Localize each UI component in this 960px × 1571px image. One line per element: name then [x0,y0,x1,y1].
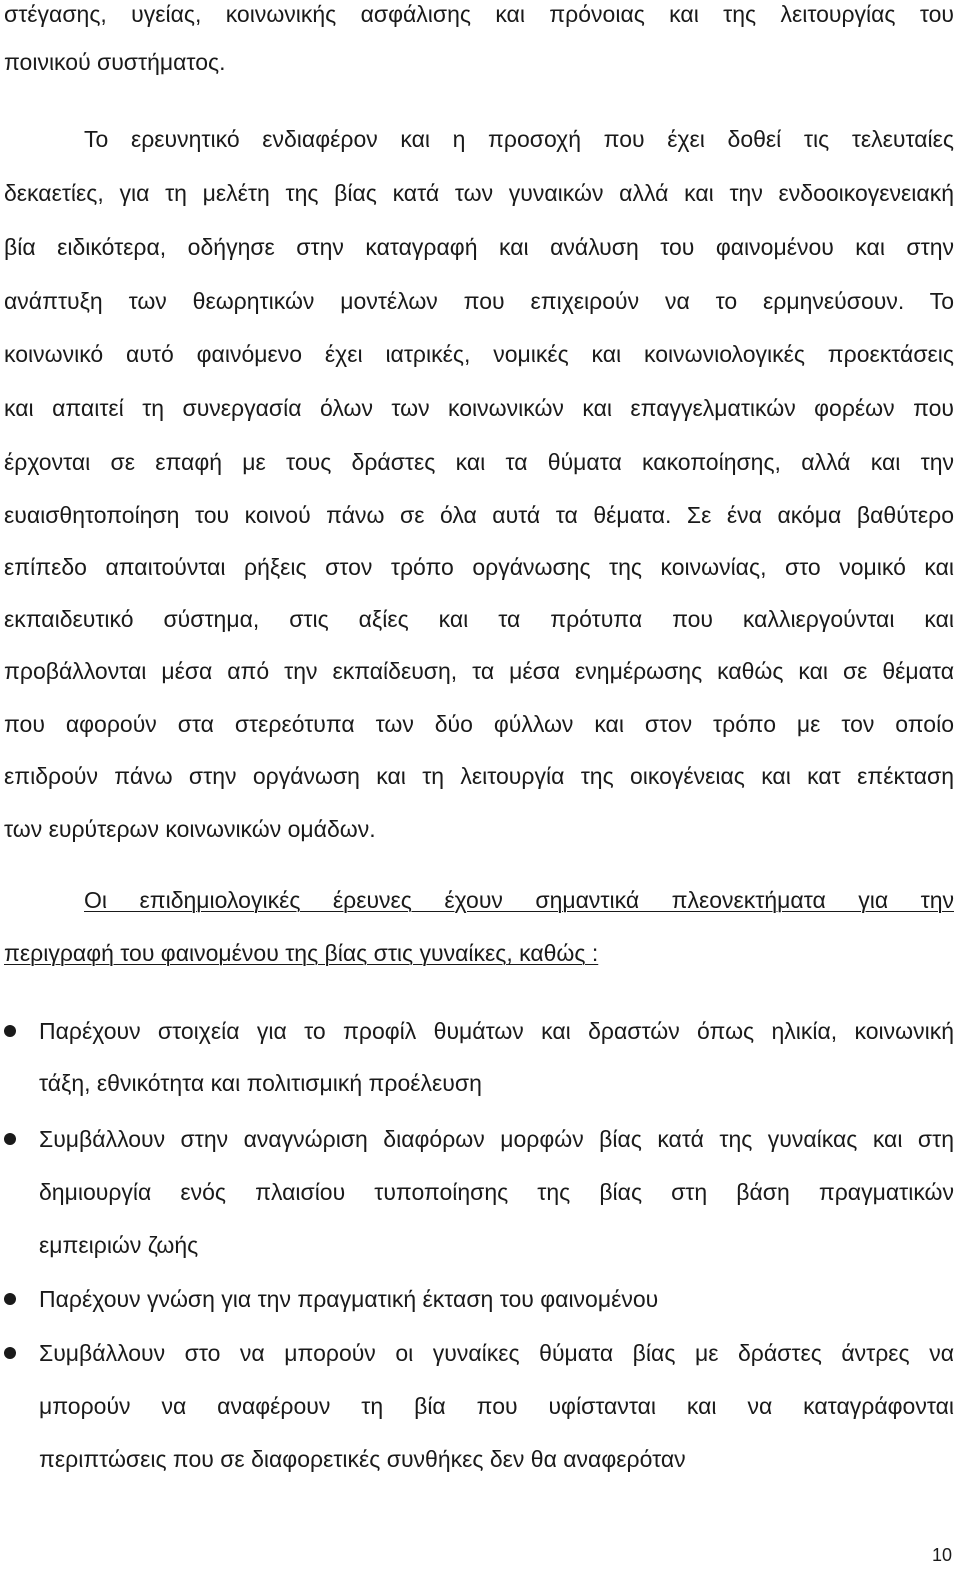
paragraph-line: βία ειδικότερα, οδήγησε στην καταγραφή και ανάλυση του φαινομένου και στην [4,234,954,260]
bullet-line: Συμβάλλουν στο να μπορούν οι γυναίκες θύματα βίας με δράστες άντρες να [39,1340,954,1366]
paragraph-line: των ευρύτερων κοινωνικών ομάδων. [4,816,376,842]
bullet-line: μπορούν να αναφέρουν τη βία που υφίστανται και να καταγράφονται [39,1393,954,1419]
paragraph-line: ευαισθητοποίηση του κοινού πάνω σε όλα αυτά τα θέματα. Σε ένα ακόμα βαθύτερο [4,502,954,528]
underlined-line: περιγραφή του φαινομένου της βίας στις γυναίκες, καθώς : [4,940,599,966]
bullet-icon [4,1293,16,1305]
bullet-icon [4,1133,16,1145]
bullet-line: εμπειριών ζωής [39,1232,199,1258]
bullet-line: περιπτώσεις που σε διαφορετικές συνθήκες δεν θα αναφερόταν [39,1446,686,1472]
underlined-line: Οι επιδημιολογικές έρευνες έχουν σημαντικά πλεονεκτήματα για την [84,887,954,913]
paragraph-line: επίπεδο απαιτούνται ρήξεις στον τρόπο οργάνωσης της κοινωνίας, στο νομικό και [4,554,954,580]
paragraph-line: ποινικού συστήματος. [4,49,226,75]
paragraph-line: επιδρούν πάνω στην οργάνωση και τη λειτουργία της οικογένειας και κατ επέκταση [4,763,954,789]
bullet-line: τάξη, εθνικότητα και πολιτισμική προέλευση [39,1070,482,1096]
bullet-line: δημιουργία ενός πλαισίου τυποποίησης της βίας στη βάση πραγματικών [39,1179,954,1205]
paragraph-line: Το ερευνητικό ενδιαφέρον και η προσοχή που έχει δοθεί τις τελευταίες [84,126,954,152]
paragraph-line: κοινωνικό αυτό φαινόμενο έχει ιατρικές, νομικές και κοινωνιολογικές προεκτάσεις [4,341,954,367]
paragraph-line: και απαιτεί τη συνεργασία όλων των κοινωνικών και επαγγελματικών φορέων που [4,395,954,421]
paragraph-line: στέγασης, υγείας, κοινωνικής ασφάλισης και πρόνοιας και της λειτουργίας του [4,1,954,27]
paragraph-line: που αφορούν στα στερεότυπα των δύο φύλλων και στον τρόπο με τον οποίο [4,711,954,737]
bullet-icon [4,1025,16,1037]
bullet-icon [4,1347,16,1359]
bullet-line: Συμβάλλουν στην αναγνώριση διαφόρων μορφών βίας κατά της γυναίκας και στη [39,1126,954,1152]
paragraph-line: εκπαιδευτικό σύστημα, στις αξίες και τα πρότυπα που καλλιεργούνται και [4,606,954,632]
bullet-line: Παρέχουν γνώση για την πραγματική έκταση του φαινομένου [39,1286,659,1312]
paragraph-line: δεκαετίες, για τη μελέτη της βίας κατά των γυναικών αλλά και την ενδοοικογενειακή [4,180,954,206]
bullet-line: Παρέχουν στοιχεία για το προφίλ θυμάτων και δραστών όπως ηλικία, κοινωνική [39,1018,954,1044]
paragraph-line: ανάπτυξη των θεωρητικών μοντέλων που επιχειρούν να το ερμηνεύσουν. Το [4,288,954,314]
page-number: 10 [931,1545,952,1565]
paragraph-line: έρχονται σε επαφή με τους δράστες και τα θύματα κακοποίησης, αλλά και την [4,449,954,475]
paragraph-line: προβάλλονται μέσα από την εκπαίδευση, τα μέσα ενημέρωσης καθώς και σε θέματα [4,658,954,684]
